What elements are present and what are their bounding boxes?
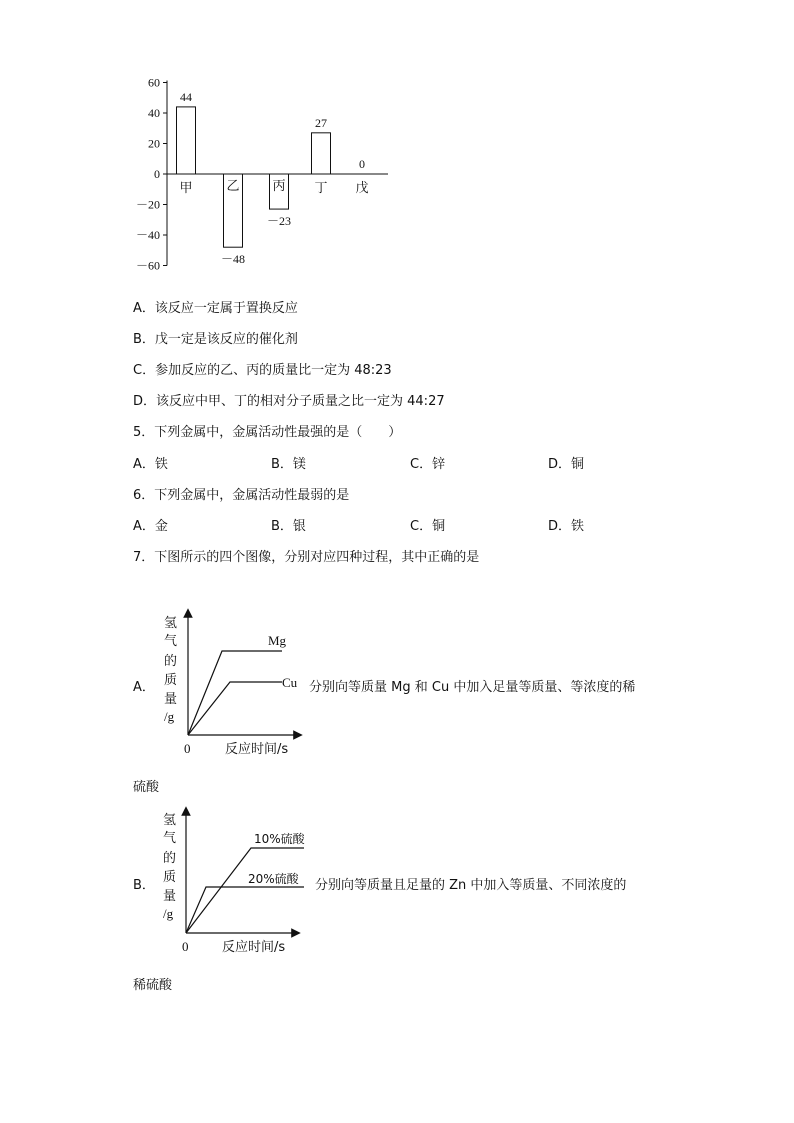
q7a-cu-label: Cu (282, 675, 298, 690)
q5-stem: 5．下列金属中，金属活动性最强的是（ ） (133, 425, 402, 440)
category-label-5: 戊 (355, 181, 369, 196)
y-tick-label: 60 (148, 75, 160, 90)
bar-chart (120, 72, 420, 277)
q6-option-a: A．金 (133, 519, 168, 534)
q7a-mg-label: Mg (268, 633, 287, 648)
q4-option-b: B．戊一定是该反应的催化剂 (133, 332, 298, 347)
q5-option-d: D．铜 (548, 457, 585, 472)
category-label-4: 丁 (314, 181, 328, 196)
q7-option-b-desc: 分别向等质量且足量的 Zn 中加入等质量、不同浓度的 (315, 878, 627, 893)
q7b-xlabel: 反应时间/s (222, 940, 286, 955)
q7b-ylabel-1: 氢 (163, 813, 177, 828)
category-label-2: 乙 (226, 179, 240, 194)
q7-stem: 7．下图所示的四个图像，分别对应四种过程，其中正确的是 (133, 550, 480, 565)
q7a-ylabel-3: 的 (164, 654, 178, 669)
q4-option-d: D．该反应中甲、丁的相对分子质量之比一定为 44:27 (133, 394, 445, 409)
q7b-ylabel-5: 量 (163, 889, 177, 904)
value-label-3: －23 (266, 214, 292, 229)
q7a-ylabel-2: 气 (164, 634, 178, 649)
q7b-ylabel-6: /g (163, 906, 174, 921)
q4-option-a: A．该反应一定属于置换反应 (133, 301, 298, 316)
q7b-ylabel-2: 气 (163, 831, 177, 846)
value-label-1: 44 (180, 89, 192, 104)
y-tick-label: －60 (135, 258, 160, 273)
q7b-ylabel-3: 的 (163, 851, 177, 866)
q6-option-c: C．铜 (410, 519, 446, 534)
q5-option-a: A．铁 (133, 457, 168, 472)
q6-option-b: B．银 (271, 519, 306, 534)
q7b-20pct-label: 20%硫酸 (248, 872, 299, 886)
q6-stem: 6．下列金属中，金属活动性最弱的是 (133, 488, 350, 503)
q5-option-b: B．镁 (271, 457, 306, 472)
q7-option-b-label: B． (133, 878, 155, 893)
q7a-ylabel-5: 量 (164, 692, 178, 707)
q7b-10pct-label: 10%硫酸 (254, 832, 305, 846)
q7b-ylabel-4: 质 (163, 870, 177, 885)
bar-4 (312, 133, 331, 174)
value-label-5: 0 (359, 157, 365, 171)
y-tick-label: 0 (154, 167, 160, 181)
value-label-4: 27 (315, 115, 327, 130)
q5-option-c: C．锌 (410, 457, 446, 472)
q7a-mg-line (188, 651, 282, 735)
q7a-cu-line (188, 682, 282, 735)
q7-option-b-cont: 稀硫酸 (133, 978, 173, 993)
q7b-10pct-line (186, 848, 304, 933)
q7a-ylabel-4: 质 (164, 673, 178, 688)
q7a-xlabel: 反应时间/s (225, 742, 289, 757)
bar-1 (177, 107, 196, 174)
category-label-1: 甲 (179, 181, 193, 196)
q7-option-a-graph (150, 605, 310, 760)
category-label-3: 丙 (272, 179, 286, 194)
q4-option-c: C．参加反应的乙、丙的质量比一定为 48:23 (133, 363, 392, 378)
q7a-origin: 0 (184, 741, 191, 756)
q7b-origin: 0 (182, 939, 189, 954)
value-label-2: －48 (220, 252, 246, 267)
q7-option-a-cont: 硫酸 (133, 780, 160, 795)
q7-option-a-desc: 分别向等质量 Mg 和 Cu 中加入足量等质量、等浓度的稀 (309, 680, 636, 695)
y-tick-label: 40 (148, 106, 160, 120)
y-tick-label: －40 (135, 228, 160, 242)
q7a-ylabel-6: /g (164, 709, 175, 724)
q6-option-d: D．铁 (548, 519, 585, 534)
y-tick-label: －20 (135, 197, 160, 212)
q7-option-a-label: A． (133, 680, 155, 695)
q7a-ylabel-1: 氢 (164, 616, 178, 631)
y-tick-label: 20 (148, 136, 160, 151)
q7-option-b-graph (150, 805, 315, 960)
